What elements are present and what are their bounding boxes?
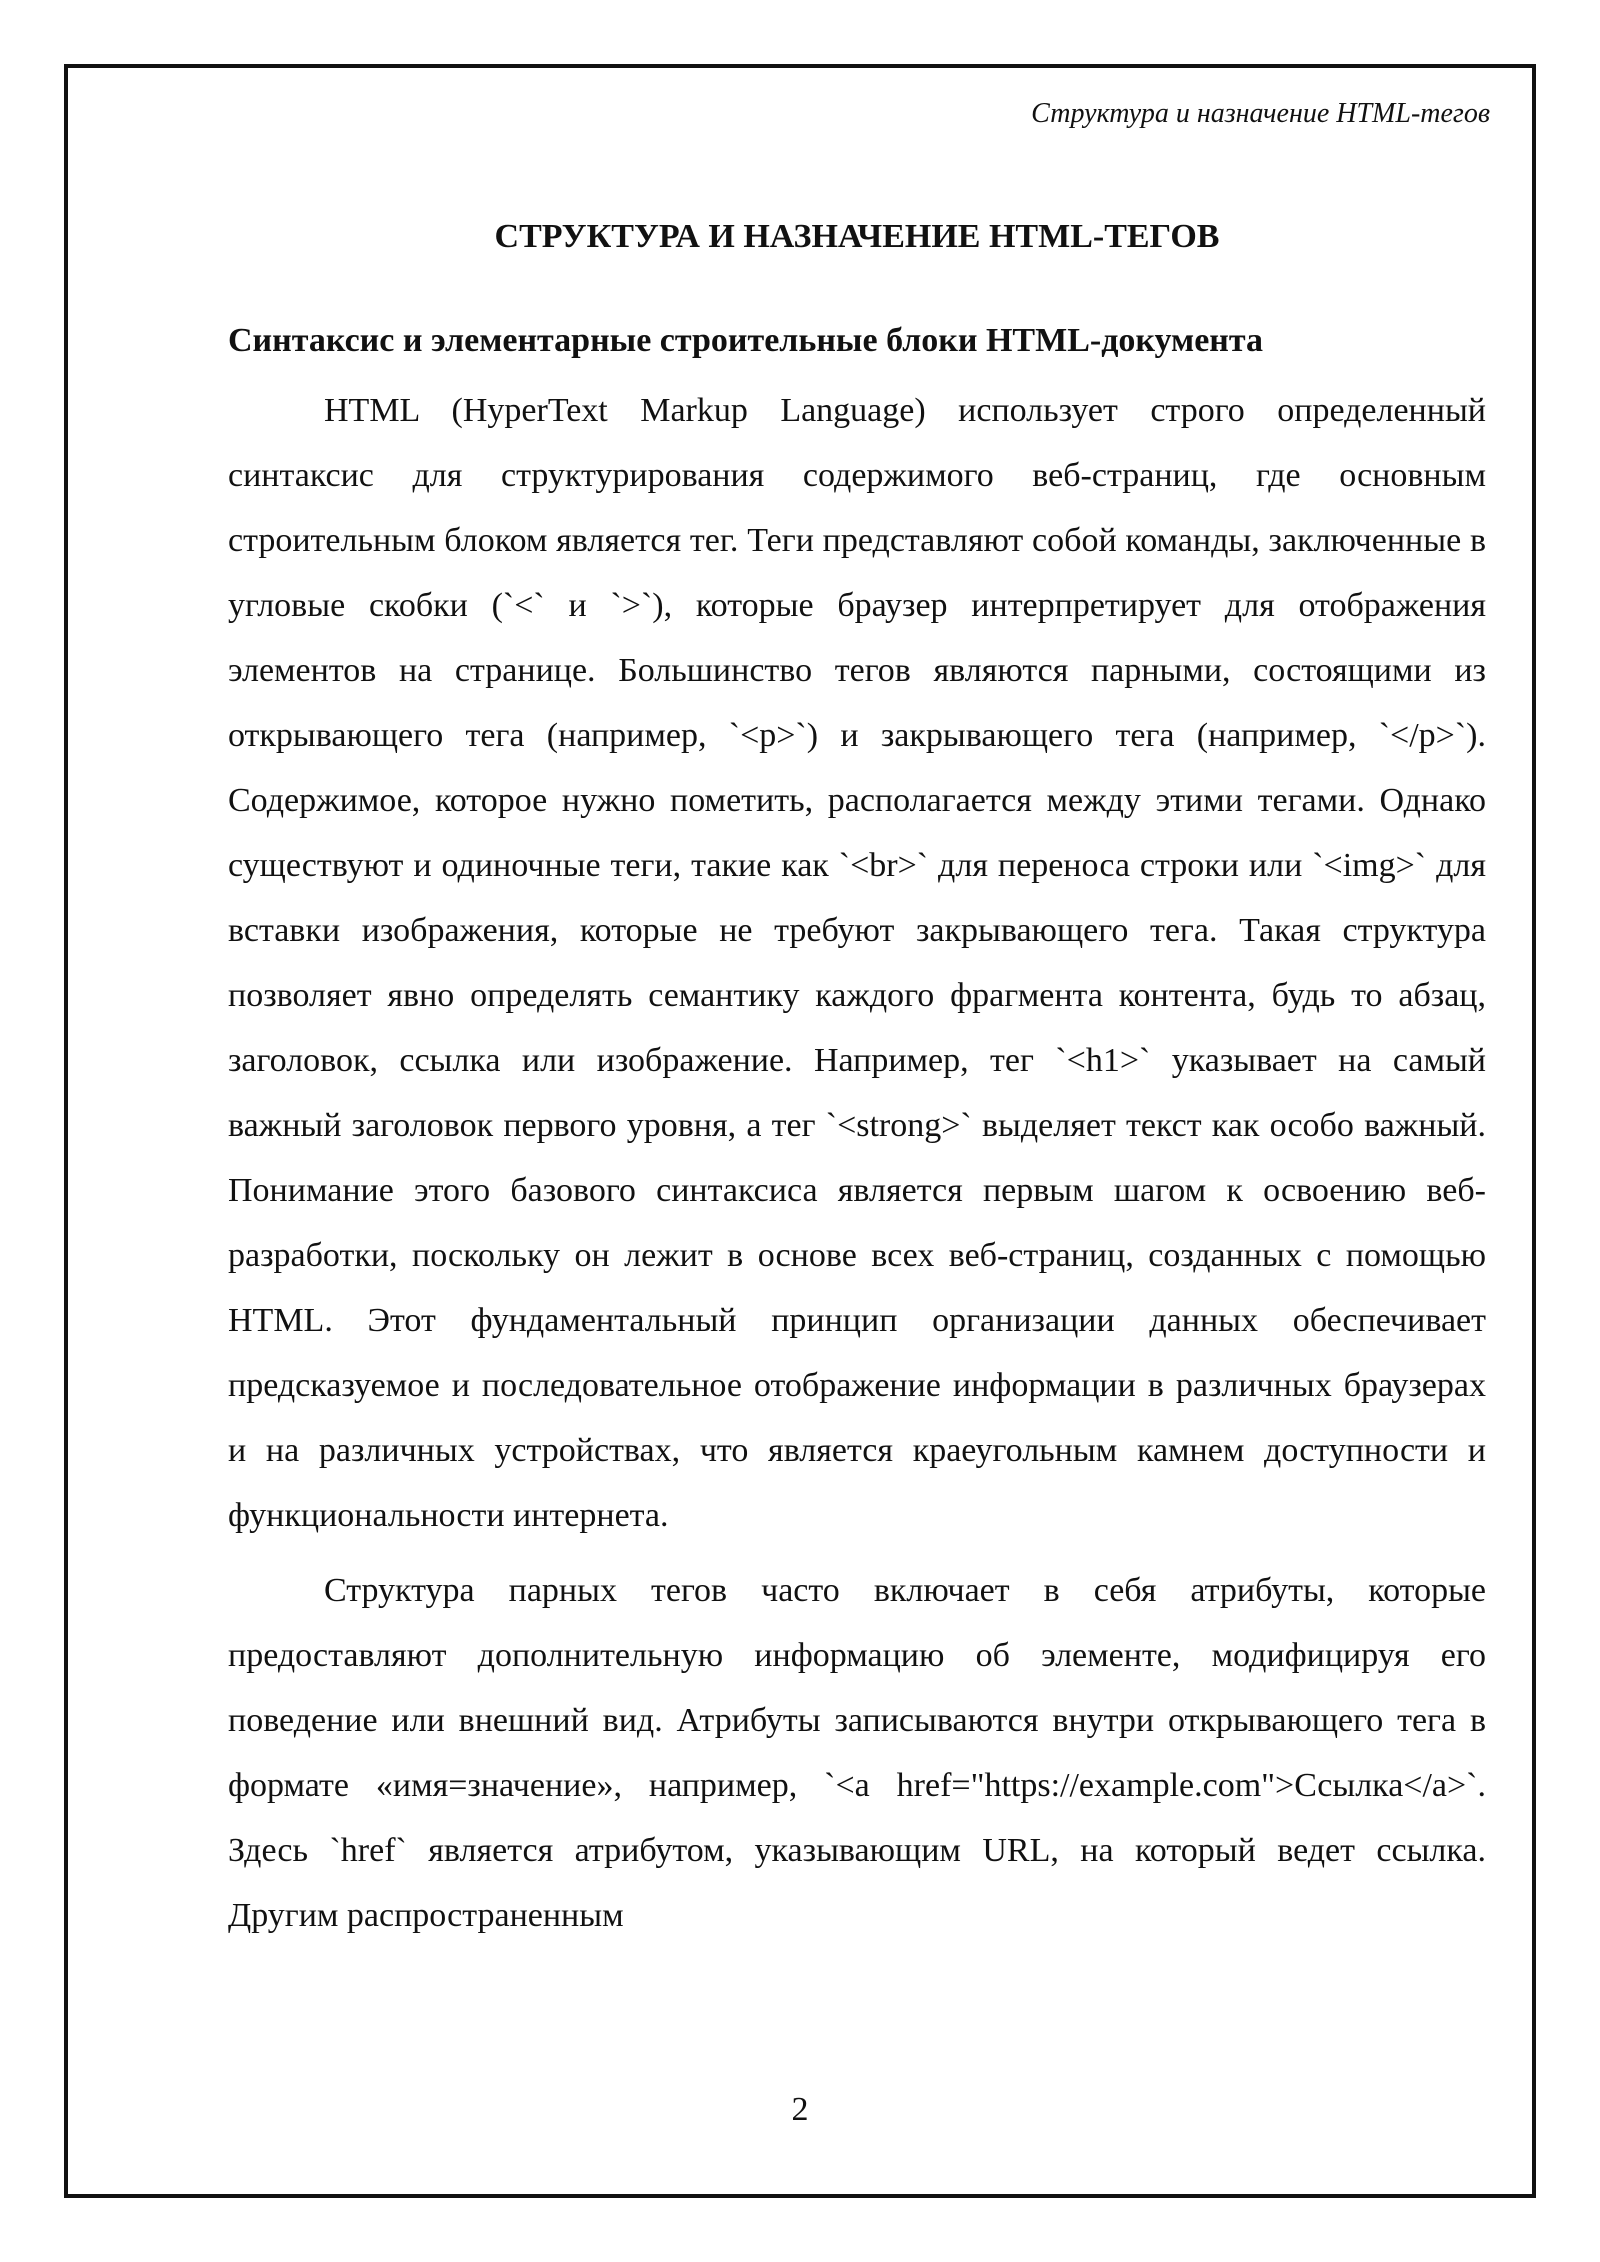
- running-header: Структура и назначение HTML-тегов: [1031, 98, 1490, 129]
- document-title: СТРУКТУРА И НАЗНАЧЕНИЕ HTML-ТЕГОВ: [494, 218, 1220, 255]
- document-body: [228, 210, 1486, 1948]
- section-title: Синтаксис и элементарные строительные блоки HTML-документа: [228, 322, 1264, 359]
- page-number: 2: [791, 2091, 809, 2128]
- paragraph-1: HTML (HyperText Markup Language) использует строго определенный синтаксис для структурирования содержимого веб-страниц, где основным строительным блоком является тег. Теги представляют собой команды, заключенные в угловые скобки (`<` и `>`), которые браузер интерпретирует для отображения элементов на странице. Большинство тегов являются парными, состоящими из открывающего тега (например, `<p>`) и закрывающего тега (например, `</p>`). Содержимое, которое нужно пометить, располагается между этими тегами. Однако существуют и одиночные теги, такие как `<br>` для переноса строки или `<img>` для вставки изображения, которые не требуют закрывающего тега. Такая структура позволяет явно определять семантику каждого фрагмента контента, будь то абзац, заголовок, ссылка или изображение. Например, тег `<h1>` указывает на самый важный заголовок первого уровня, а тег `<strong>` выделяет текст как особо важный. Понимание этого базового синтаксиса является первым шагом к освоению веб-разработки, поскольку он лежит в основе всех веб-страниц, созданных с помощью HTML. Этот фундаментальный принцип организации данных обеспечивает предсказуемое и последовательное отображение информации в различных браузерах и на различных устройствах, что является краеугольным камнем доступности и функциональности интернета.: [228, 392, 1486, 1534]
- paragraph-2: Структура парных тегов часто включает в себя атрибуты, которые предоставляют дополнительную информацию об элементе, модифицируя его поведение или внешний вид. Атрибуты записываются внутри открывающего тега в формате «имя=значение», например, `<a href="https://example.com">Ссылка</a>`. Здесь `href` является атрибутом, указывающим URL, на который ведет ссылка. Другим распространенным: [228, 1572, 1486, 1934]
